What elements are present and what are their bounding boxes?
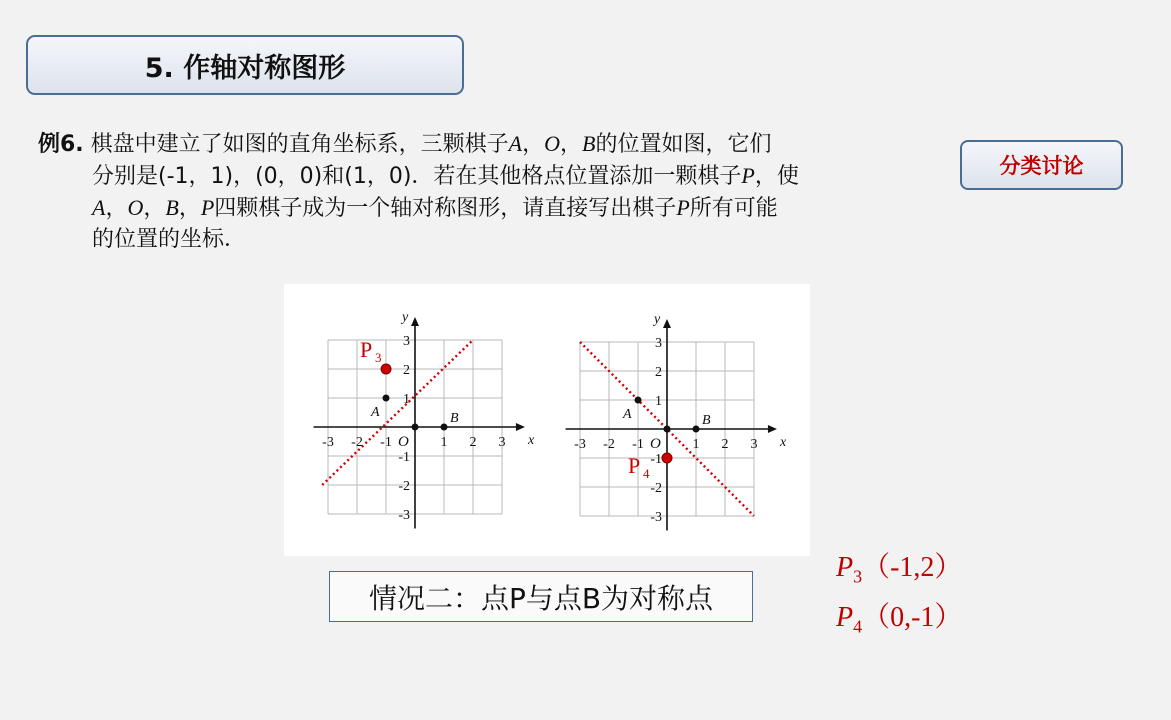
point-p-subscript: 3: [375, 350, 382, 365]
problem-text: ，使: [754, 164, 799, 189]
problem-text: ，: [105, 196, 128, 221]
answer-coordinate: （-1,2）: [862, 552, 963, 583]
point-marker: [693, 426, 700, 433]
answer-variable: P: [836, 602, 854, 633]
origin-label: O: [398, 434, 409, 450]
point-marker: [664, 426, 671, 433]
answer-subscript: 3: [853, 566, 863, 587]
math-variable: O: [544, 131, 561, 156]
answer-subscript: 4: [853, 616, 863, 637]
y-tick-label: 2: [655, 365, 662, 380]
y-axis-arrow: [663, 319, 671, 328]
point-label: B: [702, 413, 711, 428]
x-tick-label: -3: [322, 435, 334, 450]
problem-text: ，: [178, 196, 201, 221]
x-tick-label: -2: [351, 435, 363, 450]
point-marker: [441, 424, 448, 431]
problem-statement: [38, 128, 938, 256]
point-marker: [635, 397, 642, 404]
problem-line-1: [38, 128, 938, 160]
problem-text: 的位置如图，它们: [595, 132, 772, 157]
answer-p3: [836, 548, 962, 598]
problem-text: 棋盘中建立了如图的直角坐标系，三颗棋子: [83, 132, 509, 157]
point-p-subscript: 4: [643, 466, 650, 481]
x-tick-label: -1: [632, 437, 644, 452]
x-tick-label: 3: [498, 435, 506, 450]
y-axis-arrow: [411, 317, 419, 326]
problem-text: 所有可能: [689, 196, 778, 221]
coordinate-graphs: [284, 284, 810, 556]
x-tick-label: 1: [692, 437, 700, 452]
y-tick-label: 1: [655, 394, 662, 409]
answer-coordinate: （0,-1）: [862, 602, 963, 633]
x-tick-label: 3: [750, 437, 758, 452]
x-tick-label: -2: [603, 437, 615, 452]
problem-text: ，: [143, 196, 166, 221]
y-tick-label: 1: [403, 392, 410, 407]
example-label: 例6.: [38, 132, 84, 157]
problem-text: 分别是(-1，1)，(0，0)和(1，0)．若在其他格点位置添加一颗棋子: [92, 164, 742, 189]
problem-text: 的位置的坐标．: [92, 227, 247, 252]
problem-text: 四颗棋子成为一个轴对称图形，请直接写出棋子: [214, 196, 677, 221]
problem-line-2: [38, 160, 938, 192]
category-discussion-button[interactable]: [960, 140, 1123, 190]
y-tick-label: -1: [398, 450, 410, 465]
math-variable: B: [165, 195, 179, 220]
point-label: B: [450, 411, 459, 426]
y-tick-label: -2: [650, 481, 662, 496]
category-discussion-label: 分类讨论: [999, 154, 1084, 178]
math-variable: A: [92, 195, 106, 220]
case-caption-text: 情况二：点P与点B为对称点: [368, 581, 714, 615]
x-axis-arrow: [516, 423, 525, 431]
math-variable: P: [676, 195, 690, 220]
x-tick-label: -1: [380, 435, 392, 450]
y-tick-label: 2: [403, 363, 410, 378]
section-title-box: [26, 35, 464, 95]
y-axis-label: y: [402, 310, 409, 326]
point-p-marker: [662, 453, 672, 463]
math-variable: P: [200, 195, 215, 220]
point-p-label: P: [360, 337, 373, 362]
answer-p4: [836, 598, 962, 648]
problem-line-4: [38, 224, 938, 256]
math-variable: A: [508, 131, 523, 156]
point-marker: [383, 395, 390, 402]
y-axis-label: y: [654, 312, 661, 328]
x-tick-label: -3: [574, 437, 586, 452]
x-axis-arrow: [768, 425, 777, 433]
x-axis-label: x: [779, 435, 787, 450]
problem-text: ，: [522, 132, 545, 157]
x-tick-label: 2: [721, 437, 729, 452]
point-p-label: P: [628, 453, 641, 478]
x-tick-label: 1: [440, 435, 448, 450]
answer-variable: P: [836, 552, 854, 583]
y-tick-label: -1: [650, 452, 662, 467]
y-tick-label: 3: [403, 334, 410, 349]
case-caption: [329, 571, 753, 622]
y-tick-label: -3: [398, 508, 410, 523]
point-p-marker: [381, 364, 391, 374]
x-tick-label: 2: [469, 435, 477, 450]
point-marker: [412, 424, 419, 431]
math-variable: O: [127, 195, 144, 220]
coordinate-figure: [284, 284, 810, 556]
math-variable: B: [582, 131, 596, 156]
problem-text: ，: [560, 132, 583, 157]
section-title: 5. 作轴对称图形: [144, 52, 346, 84]
x-axis-label: x: [527, 433, 535, 448]
math-variable: P: [741, 163, 755, 188]
point-label: A: [623, 407, 632, 422]
answer-list: [836, 548, 962, 648]
y-tick-label: 3: [655, 336, 662, 351]
problem-line-3: [38, 192, 938, 224]
point-label: A: [371, 405, 380, 420]
y-tick-label: -3: [650, 510, 662, 525]
y-tick-label: -2: [398, 479, 410, 494]
origin-label: O: [650, 436, 661, 452]
